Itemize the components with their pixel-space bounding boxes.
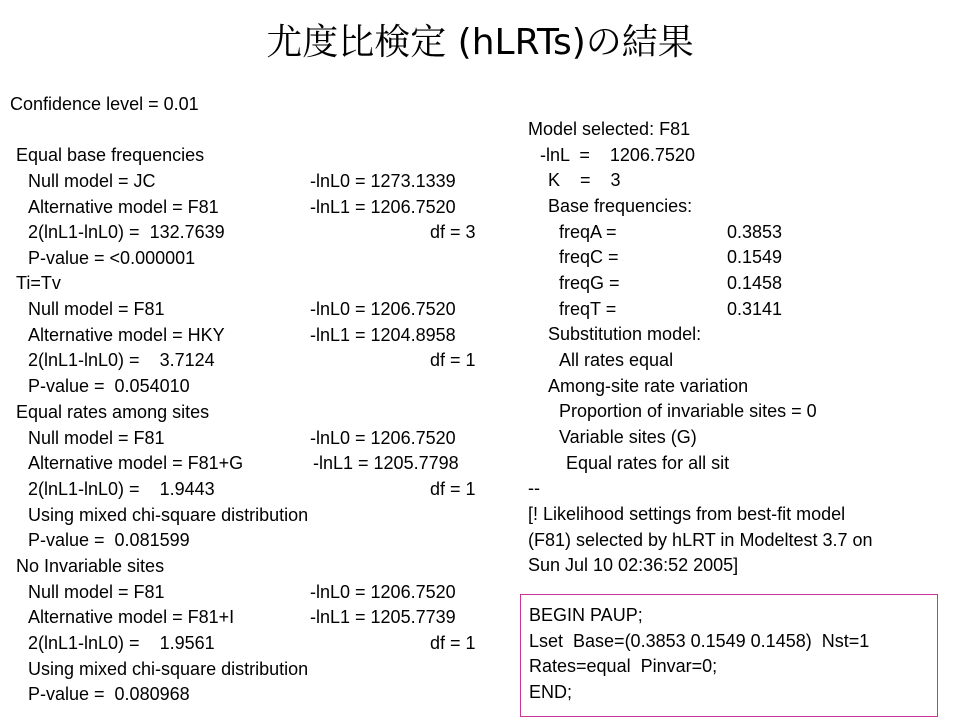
degrees-of-freedom: df = 1 (430, 633, 476, 653)
degrees-of-freedom: df = 1 (430, 350, 476, 370)
substitution-model-header: Substitution model: (548, 324, 702, 344)
lr-statistic: 2(lnL1-lnL0) = 1.9561 (28, 633, 215, 653)
test-name: Equal rates among sites (16, 402, 210, 422)
lr-statistic: 2(lnL1-lnL0) = 1.9443 (28, 479, 215, 499)
alt-lnl: -lnL1 = 1206.7520 (310, 197, 456, 217)
base-frequencies-header: Base frequencies: (548, 196, 693, 216)
alt-model: Alternative model = F81+G (28, 453, 244, 473)
null-model: Null model = JC (28, 171, 156, 191)
p-value: P-value = 0.081599 (28, 530, 190, 550)
paup-line: Lset Base=(0.3853 0.1549 0.1458) Nst=1 (529, 631, 870, 651)
p-value: P-value = <0.000001 (28, 248, 196, 268)
null-model: Null model = F81 (28, 582, 165, 602)
p-value: P-value = 0.080968 (28, 684, 190, 704)
paup-line: Rates=equal Pinvar=0; (529, 656, 718, 676)
confidence-level: Confidence level = 0.01 (10, 94, 199, 114)
freq-g-value: 0.1458 (727, 273, 783, 293)
distribution-note: Using mixed chi-square distribution (28, 659, 309, 679)
null-model: Null model = F81 (28, 299, 165, 319)
model-k: K = 3 (548, 170, 621, 190)
distribution-note: Using mixed chi-square distribution (28, 505, 309, 525)
freq-a-label: freqA = (559, 222, 617, 242)
null-lnl: -lnL0 = 1206.7520 (310, 582, 456, 602)
model-selected: Model selected: F81 (528, 119, 691, 139)
test-name: No Invariable sites (16, 556, 165, 576)
alt-lnl: -lnL1 = 1205.7798 (313, 453, 459, 473)
paup-line: BEGIN PAUP; (529, 605, 643, 625)
lr-statistic: 2(lnL1-lnL0) = 3.7124 (28, 350, 215, 370)
degrees-of-freedom: df = 1 (430, 479, 476, 499)
freq-c-label: freqC = (559, 247, 619, 267)
freq-a-value: 0.3853 (727, 222, 783, 242)
null-model: Null model = F81 (28, 428, 165, 448)
freq-t-value: 0.3141 (727, 299, 783, 319)
lr-statistic: 2(lnL1-lnL0) = 132.7639 (28, 222, 225, 242)
alt-lnl: -lnL1 = 1205.7739 (310, 607, 456, 627)
paup-line: END; (529, 682, 573, 702)
freq-t-label: freqT = (559, 299, 617, 319)
freq-c-value: 0.1549 (727, 247, 783, 267)
alt-model: Alternative model = F81 (28, 197, 219, 217)
test-name: Ti=Tv (16, 273, 61, 293)
settings-comment-line: (F81) selected by hLRT in Modeltest 3.7 on (528, 530, 873, 550)
alt-lnl: -lnL1 = 1204.8958 (310, 325, 456, 345)
page-title: 尤度比検定 (hLRTs)の結果 (266, 22, 694, 63)
degrees-of-freedom: df = 3 (430, 222, 476, 242)
separator: -- (528, 478, 540, 498)
alt-model: Alternative model = HKY (28, 325, 225, 345)
substitution-model-value: All rates equal (559, 350, 674, 370)
invariable-proportion: Proportion of invariable sites = 0 (559, 401, 817, 421)
settings-comment-line: Sun Jul 10 02:36:52 2005] (528, 555, 739, 575)
alt-model: Alternative model = F81+I (28, 607, 235, 627)
null-lnl: -lnL0 = 1273.1339 (310, 171, 456, 191)
null-lnl: -lnL0 = 1206.7520 (310, 299, 456, 319)
null-lnl: -lnL0 = 1206.7520 (310, 428, 456, 448)
p-value: P-value = 0.054010 (28, 376, 190, 396)
rate-variation-header: Among-site rate variation (548, 376, 749, 396)
freq-g-label: freqG = (559, 273, 620, 293)
model-lnl: -lnL = 1206.7520 (540, 145, 695, 165)
equal-rates-line: Equal rates for all sit (566, 453, 730, 473)
variable-sites: Variable sites (G) (559, 427, 697, 447)
settings-comment-line: [! Likelihood settings from best-fit model (528, 504, 846, 524)
test-name: Equal base frequencies (16, 145, 205, 165)
